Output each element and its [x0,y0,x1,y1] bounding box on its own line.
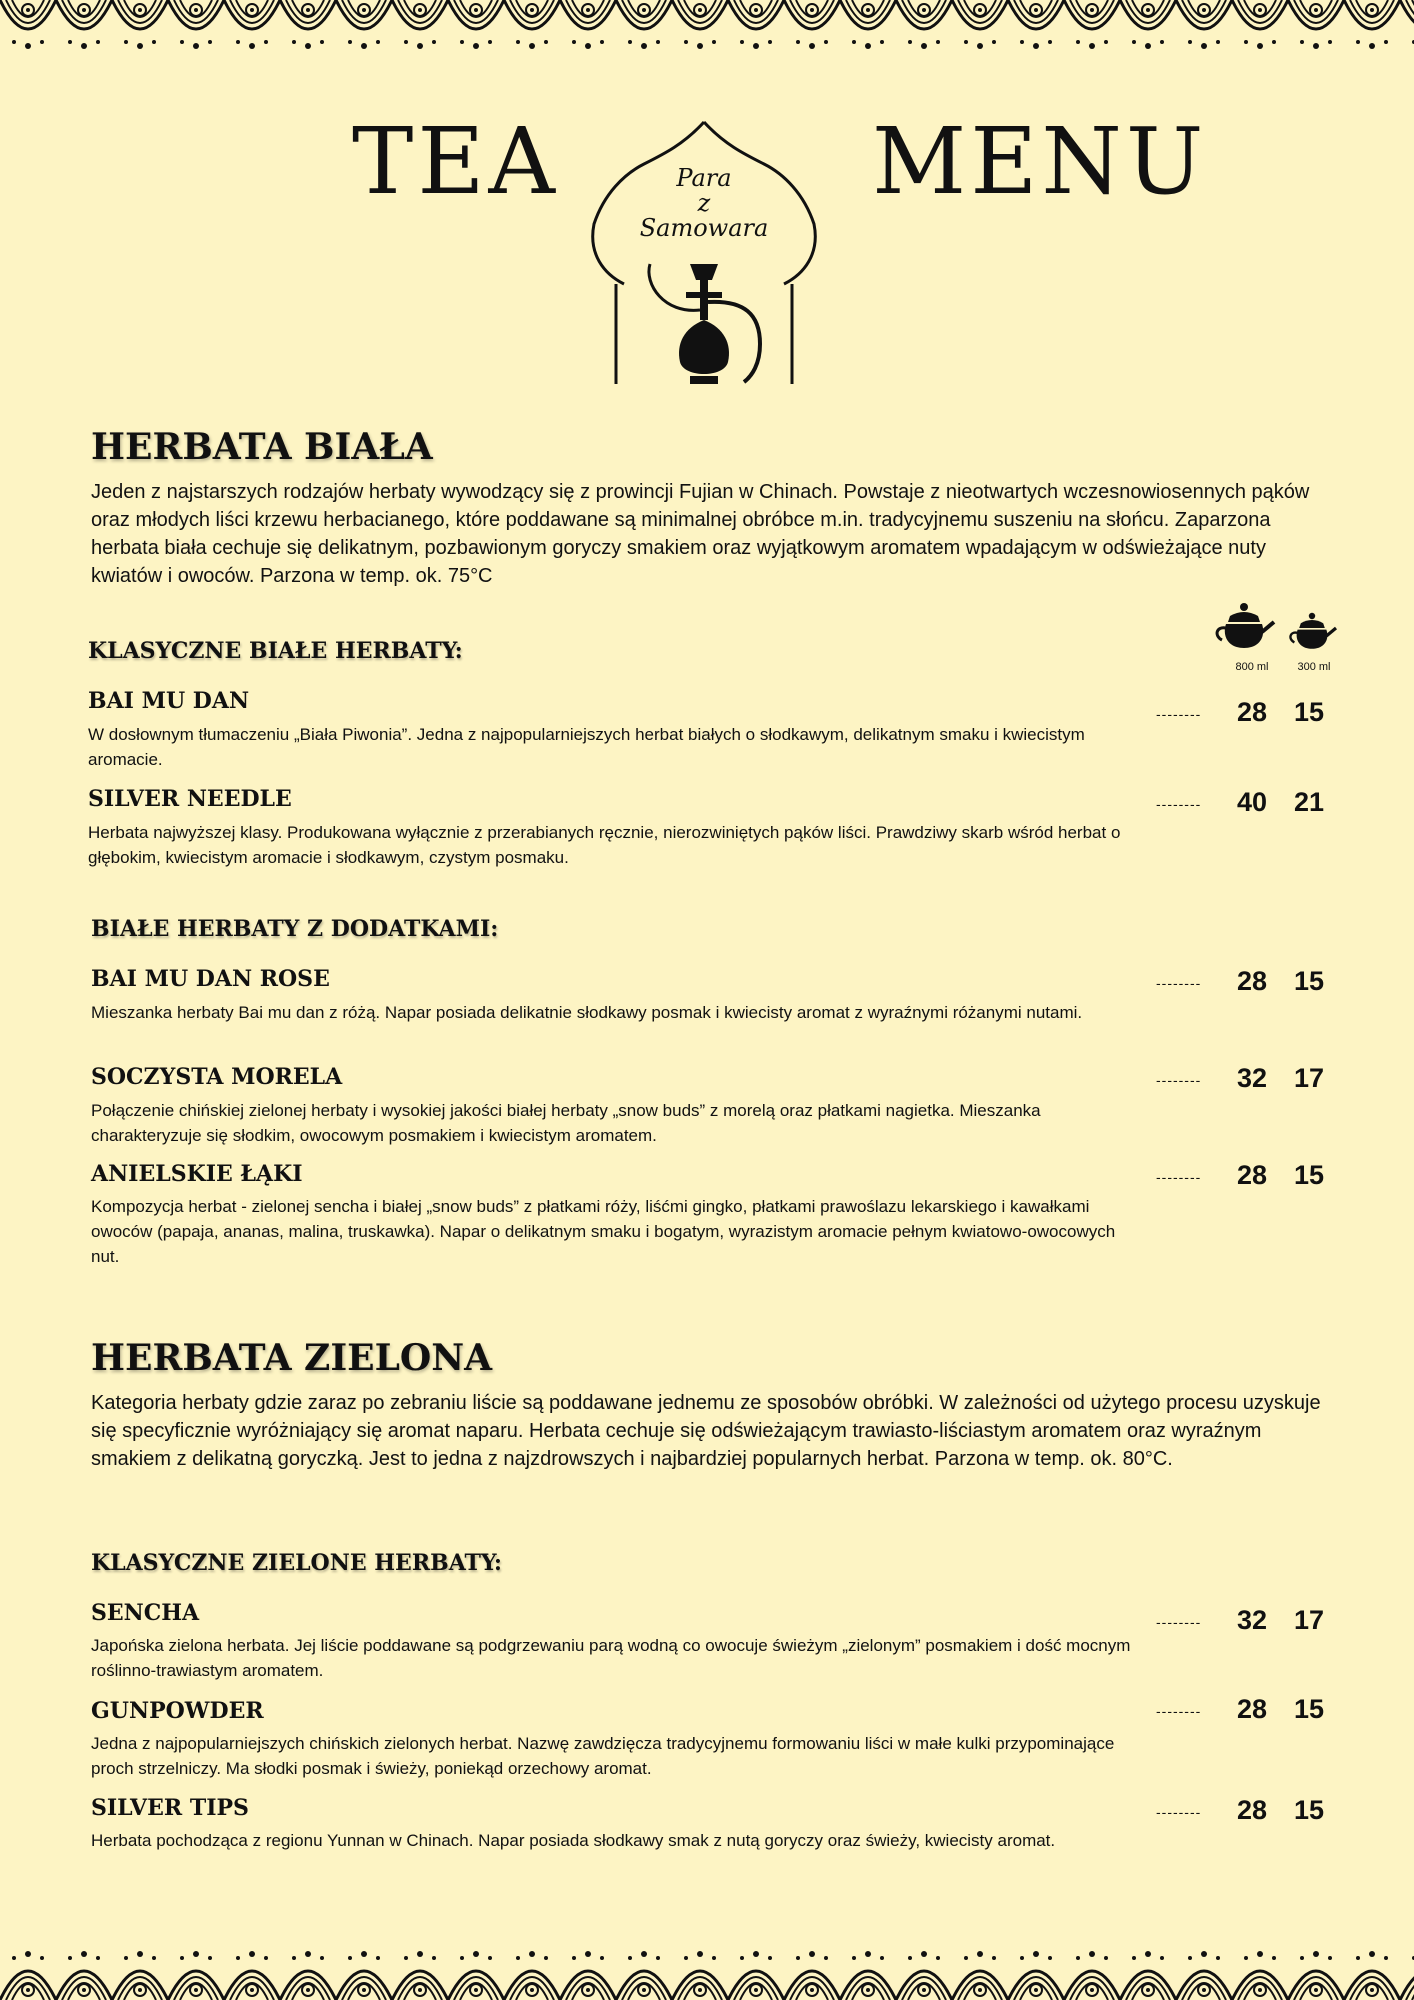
price-300ml: 15 [1293,1795,1325,1825]
teapot-large-icon [1212,602,1276,652]
price-leader: -------- [1156,1804,1202,1820]
decorative-border-bottom [0,1938,1414,2000]
price-800ml: 28 [1236,1795,1268,1825]
group-title-classic-white: KLASYCZNE BIAŁE HERBATY: [88,638,463,664]
price-leader: -------- [1156,1072,1202,1088]
brand-name: Para z Samowara [639,164,769,242]
price-300ml: 15 [1293,966,1325,996]
price-300ml: 15 [1293,1694,1325,1724]
price-leader: -------- [1156,975,1202,991]
hookah-logo-icon [584,114,824,394]
price-leader: -------- [1156,706,1202,722]
menu-item-description: Herbata pochodząca z regionu Yunnan w Chinach. Napar posiada słodkawy smak z nutą goryczy oraz świeży, kwiecisty aromat. [91,1831,1056,1850]
group-title-classic-green: KLASYCZNE ZIELONE HERBATY: [91,1550,503,1576]
teapot-small-icon [1286,612,1338,652]
menu-item-description: Kompozycja herbat - zielonej sencha i białej „snow buds” z płatkami róży, liśćmi gingko, płatkami prawoślazu lekarskiego i kawałkami owoców (papaja, ananas, malina, truskawka). Napar o delikatnym smaku i bogatym, wyrazistym aromacie pełnym kwiatowo-owocowych nut. [91,1197,1116,1266]
title-tea: TEA [352,108,559,215]
menu-item-name: SENCHA [91,1600,200,1626]
brand-logo [584,114,824,394]
price-300ml: 15 [1293,697,1325,727]
price-800ml: 32 [1236,1605,1268,1635]
price-300ml: 17 [1293,1605,1325,1635]
section-description-green-tea: Kategoria herbaty gdzie zaraz po zebraniu liście są poddawane jednemu ze sposobów obróbki. W zależności od użytego procesu uzyskuje się specyficznie wyróżniający się aromat naparu. Herbata cechuje się odświeżającym trawiasto-liściastym aromatem oraz wyraźnym smakiem z delikatną goryczką. Jest to jedna z najzdrowszych i najbardziej popularnych herbat. Parzona w temp. ok. 80°C. [91,1392,1321,1470]
price-300ml: 17 [1293,1063,1325,1093]
menu-item-name: ANIELSKIE ŁĄKI [91,1161,303,1187]
price-800ml: 32 [1236,1063,1268,1093]
menu-item-description: Jedna z najpopularniejszych chińskich zielonych herbat. Nazwę zawdzięcza tradycyjnemu formowaniu liści w małe kulki przypominające proch strzelniczy. Ma słodki posmak i świeży, poniekąd orzechowy aromat. [91,1734,1115,1778]
menu-item-name: SOCZYSTA MORELA [91,1064,343,1090]
group-title-white-blends: BIAŁE HERBATY Z DODATKAMI: [91,916,499,942]
size-label-300: 300 ml [1297,661,1331,673]
price-300ml: 15 [1293,1160,1325,1190]
price-leader: -------- [1156,796,1202,812]
price-leader: -------- [1156,1703,1202,1719]
price-800ml: 28 [1236,966,1268,996]
menu-item-name: BAI MU DAN ROSE [91,966,330,992]
price-leader: -------- [1156,1169,1202,1185]
menu-header [0,108,1414,388]
menu-item-name: SILVER NEEDLE [88,786,292,812]
menu-item-name: BAI MU DAN [88,688,250,714]
price-800ml: 28 [1236,1160,1268,1190]
menu-item-description: Mieszanka herbaty Bai mu dan z różą. Napar posiada delikatnie słodkawy posmak i kwiecisty aromat z wyraźnymi różanymi nutami. [91,1003,1083,1022]
menu-item-description: Herbata najwyższej klasy. Produkowana wyłącznie z przerabianych ręcznie, nierozwiniętych pąków liści. Prawdziwy skarb wśród herbat o głębokim, kwiecistym aromacie i słodkawym, czystym posmaku. [88,823,1121,867]
price-800ml: 40 [1236,787,1268,817]
price-800ml: 28 [1236,697,1268,727]
size-label-800: 800 ml [1235,661,1269,673]
title-menu: MENU [872,108,1208,215]
price-leader: -------- [1156,1614,1202,1630]
section-description-white-tea: Jeden z najstarszych rodzajów herbaty wywodzący się z prowincji Fujian w Chinach. Powstaje z nieotwartych wczesnowiosennych pąków oraz młodych liści krzewu herbacianego, które poddawane są minimalnej obróbce m.in. tradycyjnemu suszeniu na słońcu. Zaparzona herbata biała cechuje się delikatnym, pozbawionym goryczy smakiem oraz wyjątkowym aromatem wpadającym w odświeżające nuty kwiatów i owoców. Parzona w temp. ok. 75°C [91,481,1310,587]
section-title-green-tea: HERBATA ZIELONA [91,1337,493,1379]
menu-item-description: Japońska zielona herbata. Jej liście poddawane są podgrzewaniu parą wodną co owocuje świeżym „zielonym” posmakiem i dość mocnym roślinno-trawiastym aromatem. [91,1636,1131,1680]
section-title-white-tea: HERBATA BIAŁA [91,426,433,468]
menu-item-name: GUNPOWDER [91,1698,264,1724]
menu-item-description: Połączenie chińskiej zielonej herbaty i wysokiej jakości białej herbaty „snow buds” z morelą oraz płatkami nagietka. Mieszanka charakteryzuje się słodkim, owocowym posmakiem i kwiecistym aromatem. [91,1101,1041,1145]
price-300ml: 21 [1293,787,1325,817]
decorative-border-top [0,0,1414,62]
menu-item-description: W dosłownym tłumaczeniu „Biała Piwonia”. Jedna z najpopularniejszych herbat białych o słodkawym, delikatnym smaku i kwiecistym aromacie. [88,725,1085,769]
price-800ml: 28 [1236,1694,1268,1724]
menu-item-name: SILVER TIPS [91,1795,249,1821]
